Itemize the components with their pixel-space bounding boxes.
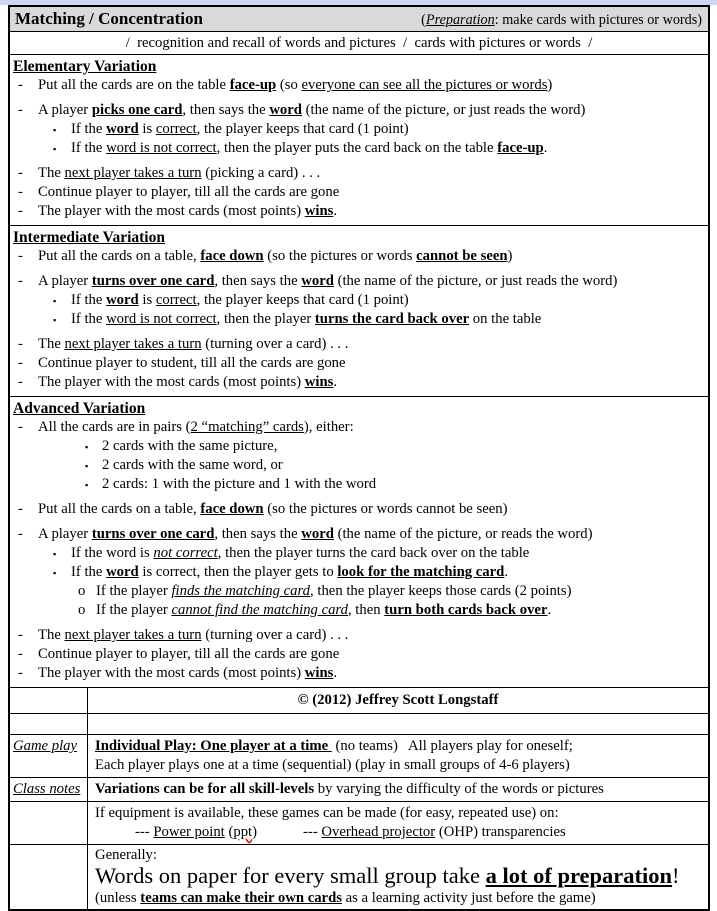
text-run: word [301,526,334,542]
text-run: . [333,665,338,681]
list-item [13,291,705,310]
list-item-text [71,121,409,137]
text-run: ( [224,824,234,840]
text-run: The player with the most cards (most points) [38,374,305,390]
text-run: wins [304,203,334,219]
list-item [13,76,705,95]
text-run: turns over one card [91,273,215,289]
text-run: Preparation [425,12,495,28]
section-heading: Advanced Variation [13,400,146,417]
equipment-line-1 [95,804,701,823]
text-run: (unless [95,890,141,906]
text-run: , then the player puts the card back on the table [216,140,498,156]
bullet-marker: - [18,374,23,390]
list-item [13,664,705,683]
list-item-text [38,102,585,118]
bullet-marker: ▪ [53,144,57,154]
text-run: word [106,564,139,580]
list-item [13,601,705,620]
class-notes-row [10,778,708,802]
list-item [13,475,705,494]
text-run: Individual Play: One player at a time [95,738,332,754]
bullet-marker: - [18,501,23,517]
copyright-row [10,688,708,714]
section-heading: Intermediate Variation [13,229,165,246]
bullet-marker: - [18,336,23,352]
text-run: . [333,374,338,390]
text-run: Power point [153,824,225,840]
text-run: , then the player [216,311,315,327]
list-item [13,120,705,139]
spacer-row-right-cell [88,714,708,734]
generally-line-3 [95,889,701,907]
spacer-row-left-cell [10,714,88,734]
text-run: If the [71,311,107,327]
list-item-text [38,501,507,517]
text-run: wins [304,665,334,681]
text-run: Words on paper for every small group take [95,863,486,888]
text-run: . [543,140,548,156]
variation-section [10,55,708,226]
list-item-text [96,583,571,599]
bullet-marker: o [78,583,86,599]
text-run: If equipment is available, these games can be made (for easy, repeated use) on: [95,805,559,821]
game-instructions-table [8,5,710,911]
text-run: not correct [153,545,218,561]
bullet-marker: ▪ [53,549,57,559]
class-notes-content [88,778,708,801]
bullet-marker: - [18,355,23,371]
text-run: The [38,336,65,352]
text-run: Put all the cards on a table, [38,248,201,264]
text-run: All the cards are in pairs ( [38,419,191,435]
text-run: word [106,121,139,137]
text-run: Generally: [95,847,157,863]
text-run: 2 cards with the same word, or [102,457,283,473]
text-run: (so the pictures or words [263,248,417,264]
text-run: ! [672,863,680,888]
text-run: face-up [497,140,544,156]
list-item-text [38,665,337,681]
game-play-label: Game play [13,738,78,754]
list-item-text [38,419,354,435]
equipment-content [88,802,708,844]
text-run: If the [71,564,107,580]
list-item-text [71,311,541,327]
text-run: turns the card back over [314,311,470,327]
text-run: (the name of the picture, or reads the word) [333,526,593,542]
text-run: . [504,564,509,580]
bullet-marker: - [18,165,23,181]
list-item-text [102,476,376,492]
list-item [13,437,705,456]
list-item [13,310,705,329]
list-item [13,272,705,291]
text-run: turn both cards back over [384,602,548,618]
list-item-text [38,336,348,352]
bullet-marker: ▪ [53,568,57,578]
game-play-line-1 [95,737,701,756]
text-run: A player [38,273,92,289]
text-run: Continue player to player, till all the cards are gone [38,646,340,662]
list-item [13,645,705,664]
text-run: (so the pictures or words cannot be seen) [263,501,508,517]
list-item [13,500,705,519]
text-run: The player with the most cards (most points) [38,665,305,681]
text-run: Overhead projector [321,824,436,840]
preparation-note [421,12,702,29]
text-run: (turning over a card) . . . [201,336,349,352]
bullet-marker: ▪ [53,315,57,325]
copyright-row-empty-cell [10,688,88,713]
text-run: next player takes a turn [64,336,202,352]
list-item [13,101,705,120]
text-run: (picking a card) . . . [201,165,321,181]
text-run: If the [71,292,107,308]
bullet-marker: ▪ [53,296,57,306]
text-run: is correct, then the player gets to [138,564,338,580]
text-run: The [38,627,65,643]
text-run: face down [200,248,264,264]
list-item-text [71,292,409,308]
bullet-marker: - [18,248,23,264]
text-run: 2 cards: 1 with the picture and 1 with the word [102,476,377,492]
text-run: , the player keeps that card (1 point) [196,121,409,137]
text-run: Variations can be for all skill-levels [95,781,315,797]
text-run: The [38,165,65,181]
text-run: ) [252,824,258,840]
class-notes-label-cell [10,778,88,801]
text-run: If the player [96,602,172,618]
text-run: 2 cards with the same picture, [102,438,278,454]
list-item-text [38,646,339,662]
list-item [13,139,705,158]
text-run: teams can make their own cards [140,890,342,906]
text-run: look for the matching card [337,564,505,580]
text-run: wins [304,374,334,390]
text-run: If the player [96,583,172,599]
bullet-marker: - [18,203,23,219]
bullet-marker: ▪ [85,442,89,452]
text-run: (the name of the picture, or just reads the word) [301,102,586,118]
text-run: If the word is [71,545,154,561]
text-run: Continue player to player, till all the cards are gone [38,184,340,200]
text-run: everyone can see all the pictures or words [301,77,548,93]
list-item-text [71,140,547,156]
bullet-marker: ▪ [85,461,89,471]
list-item [13,354,705,373]
text-run: word is not correct [106,140,217,156]
copyright-text: © (2012) Jeffrey Scott Longstaff [297,692,499,708]
bullet-marker: - [18,102,23,118]
list-item [13,335,705,354]
text-run: , then the player turns the card back over on the table [217,545,530,561]
text-run: (OHP) transparencies [435,824,566,840]
generally-row-empty-cell [10,845,88,909]
subtitle-row: / recognition and recall of words and pictures / cards with pictures or words / [10,32,708,55]
text-run: a lot of preparation [485,863,673,888]
game-play-content [88,735,708,777]
equipment-row-empty-cell [10,802,88,844]
bullet-marker: - [18,77,23,93]
list-item [13,626,705,645]
text-run: by varying the difficulty of the words or pictures [314,781,604,797]
generally-line-1 [95,847,701,863]
list-item [13,525,705,544]
bullet-marker: - [18,273,23,289]
text-run: , then says the [214,273,302,289]
text-run: A player [38,526,92,542]
list-item [13,418,705,437]
text-run: Put all the cards on a table, [38,501,201,517]
text-run: ) [507,248,513,264]
list-item-text [38,184,339,200]
bullet-marker: - [18,526,23,542]
bullet-marker: ▪ [85,480,89,490]
text-run: word is not correct [106,311,217,327]
variation-section [10,397,708,688]
text-run: Each player plays one at a time (sequential) (play in small groups of 4-6 players) [95,757,570,773]
text-run: ( [421,12,426,28]
text-run: on the table [469,311,542,327]
list-item-text [38,248,512,264]
list-item-text [38,165,320,181]
text-run: A player [38,102,92,118]
bullet-marker: - [18,646,23,662]
equipment-row [10,802,708,845]
list-item [13,544,705,563]
text-run: (turning over a card) . . . [201,627,349,643]
text-run: cannot find the matching card [171,602,348,618]
text-run: ), either: [303,419,354,435]
bullet-marker: - [18,665,23,681]
title-row [10,7,708,32]
text-run: is [138,121,156,137]
text-run: as a learning activity just before the game) [341,890,596,906]
text-run: ) [547,77,553,93]
list-item-text [102,457,283,473]
list-item [13,202,705,221]
generally-content [88,845,708,909]
list-item-text [38,526,592,542]
text-run: turns over one card [91,526,215,542]
text-run: face-up [229,77,277,93]
text-run: Continue player to student, till all the cards are gone [38,355,346,371]
text-run: . [333,203,338,219]
text-run: is [138,292,156,308]
text-run: , then says the [182,102,270,118]
text-run: face down [200,501,264,517]
text-run: cannot be seen [416,248,508,264]
text-run: , then [347,602,385,618]
text-run: (the name of the picture, or just reads the word) [333,273,618,289]
text-run: correct [155,292,197,308]
list-item-text [38,273,617,289]
text-run: , then says the [214,526,302,542]
class-notes-label: Class notes [13,781,81,797]
text-run: If the [71,121,107,137]
list-item-text [71,564,508,580]
list-item-text [38,77,552,93]
text-run: , then the player keeps those cards (2 points) [310,583,572,599]
game-play-label-cell [10,735,88,777]
bullet-marker: - [18,627,23,643]
text-run: next player takes a turn [64,627,202,643]
class-notes-line-1 [95,780,701,799]
text-run: picks one card [91,102,183,118]
list-item [13,247,705,266]
generally-row [10,845,708,909]
text-run: word [269,102,302,118]
text-run: : make cards with pictures or words) [494,12,702,28]
bullet-marker: ▪ [53,125,57,135]
list-item-text [102,438,277,454]
sections [10,55,708,688]
text-run: finds the matching card [171,583,311,599]
text-run: ppt [233,824,253,840]
variation-section [10,226,708,397]
list-item [13,183,705,202]
section-heading: Elementary Variation [13,58,157,75]
list-item-text [96,602,551,618]
text-run: --- [135,824,154,840]
list-item-text [38,627,348,643]
text-run: word [301,273,334,289]
bullet-marker: - [18,184,23,200]
list-item [13,373,705,392]
text-run: (so [276,77,302,93]
list-item-text [38,355,346,371]
equipment-line-2 [95,823,701,842]
list-item-text [71,545,529,561]
list-item [13,563,705,582]
list-item-text [38,374,337,390]
page-title: Matching / Concentration [15,9,203,28]
text-run: The player with the most cards (most points) [38,203,305,219]
text-run: word [106,292,139,308]
text-run: correct [155,121,197,137]
text-run: --- [303,824,322,840]
text-run: next player takes a turn [64,165,202,181]
game-play-line-2 [95,756,701,775]
bullet-marker: - [18,419,23,435]
text-run: Put all the cards are on the table [38,77,230,93]
text-run: (no teams) All players play for oneself; [331,738,573,754]
list-item [13,582,705,601]
list-item [13,164,705,183]
list-item-text [38,203,337,219]
text-run: , the player keeps that card (1 point) [196,292,409,308]
text-run: 2 “matching” cards [190,419,304,435]
bullet-marker: o [78,602,86,618]
game-play-row [10,735,708,778]
text-run: . [547,602,552,618]
generally-line-2 [95,863,701,889]
list-item [13,456,705,475]
text-run: If the [71,140,107,156]
spacer-row [10,714,708,735]
